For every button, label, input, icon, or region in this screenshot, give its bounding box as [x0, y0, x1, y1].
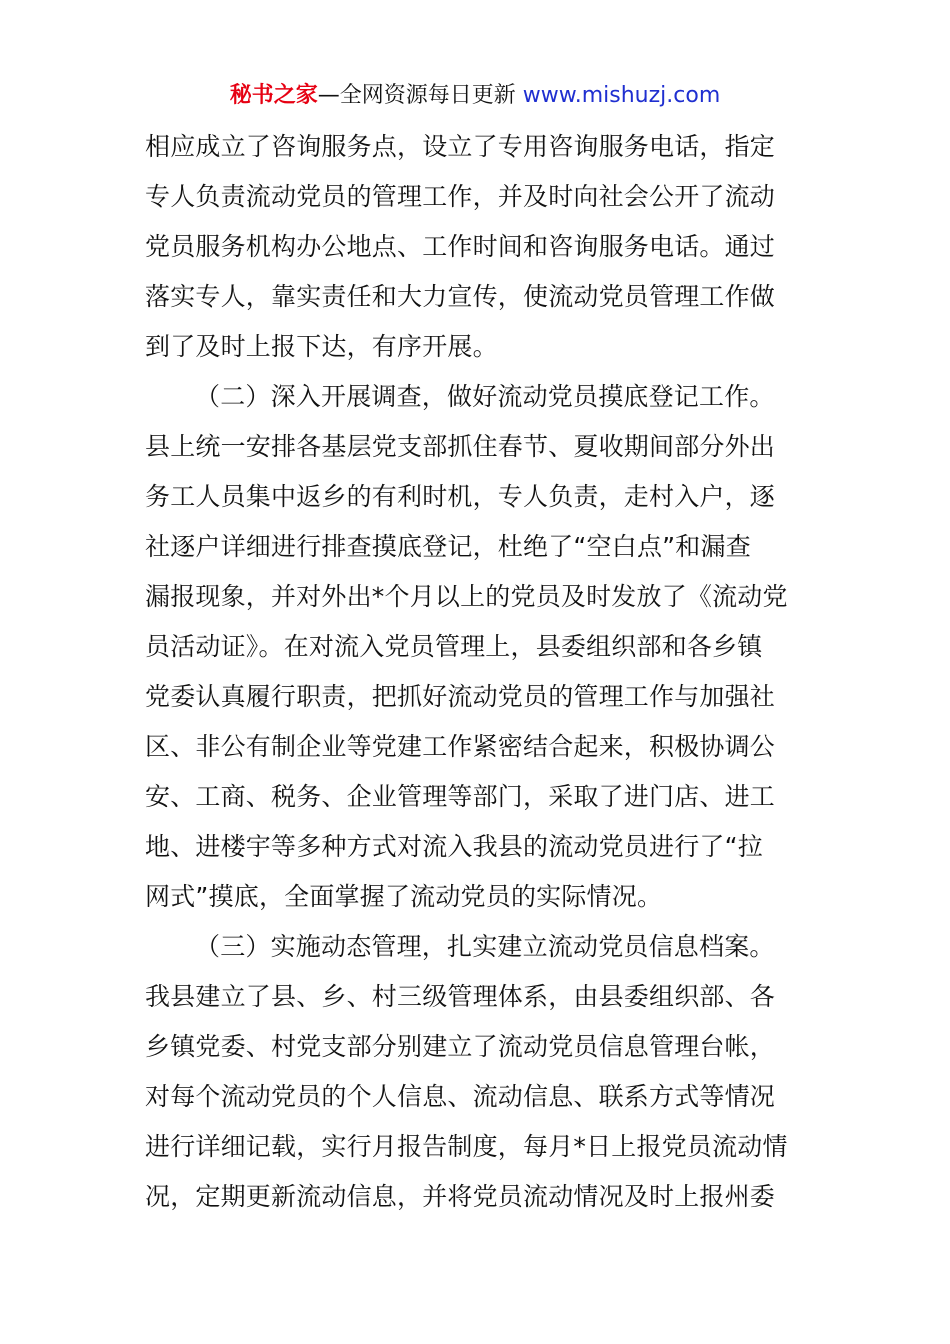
header-tagline: —全网资源每日更新	[317, 83, 523, 108]
page-header	[0, 80, 950, 112]
text-line: 员活动证》。在对流入党员管理上，县委组织部和各乡镇	[145, 632, 763, 661]
text-line: 我县建立了县、乡、村三级管理体系，由县委组织部、各	[145, 982, 776, 1011]
text-line: 进行详细记载，实行月报告制度，每月*日上报党员流动情	[145, 1132, 788, 1161]
text-line: 况，定期更新流动信息，并将党员流动情况及时上报州委	[145, 1182, 776, 1211]
text-line: 专人负责流动党员的管理工作，并及时向社会公开了流动	[145, 182, 776, 211]
header-site-link[interactable]: www.mishuzj.com	[522, 83, 721, 108]
text-line: 党委认真履行职责，把抓好流动党员的管理工作与加强社	[145, 682, 776, 711]
text-line: 务工人员集中返乡的有利时机，专人负责，走村入户，逐	[145, 482, 776, 511]
document-body	[145, 122, 807, 1222]
text-line: 安、工商、税务、企业管理等部门，采取了进门店、进工	[145, 782, 776, 811]
header-brand: 秘书之家	[229, 83, 318, 108]
text-line: 县上统一安排各基层党支部抓住春节、夏收期间部分外出	[145, 432, 776, 461]
text-line: 对每个流动党员的个人信息、流动信息、联系方式等情况	[145, 1082, 776, 1111]
text-line: 落实专人，靠实责任和大力宣传，使流动党员管理工作做	[145, 282, 776, 311]
text-line: 地、进楼宇等多种方式对流入我县的流动党员进行了“拉	[145, 832, 763, 861]
text-line: 区、非公有制企业等党建工作紧密结合起来，积极协调公	[145, 732, 776, 761]
section-heading-2: （二）深入开展调查，做好流动党员摸底登记工作。	[195, 382, 775, 411]
text-line: 党员服务机构办公地点、工作时间和咨询服务电话。通过	[145, 232, 776, 261]
text-line: 社逐户详细进行排查摸底登记，杜绝了“空白点”和漏查	[145, 532, 751, 561]
text-line: 乡镇党委、村党支部分别建立了流动党员信息管理台帐，	[145, 1032, 776, 1061]
text-line: 漏报现象，并对外出*个月以上的党员及时发放了《流动党	[145, 582, 788, 611]
text-line: 相应成立了咨询服务点，设立了专用咨询服务电话，指定	[145, 132, 776, 161]
text-line: 到了及时上报下达，有序开展。	[145, 332, 498, 361]
text-line: 网式”摸底，全面掌握了流动党员的实际情况。	[145, 882, 663, 911]
section-heading-3: （三）实施动态管理，扎实建立流动党员信息档案。	[195, 932, 775, 961]
